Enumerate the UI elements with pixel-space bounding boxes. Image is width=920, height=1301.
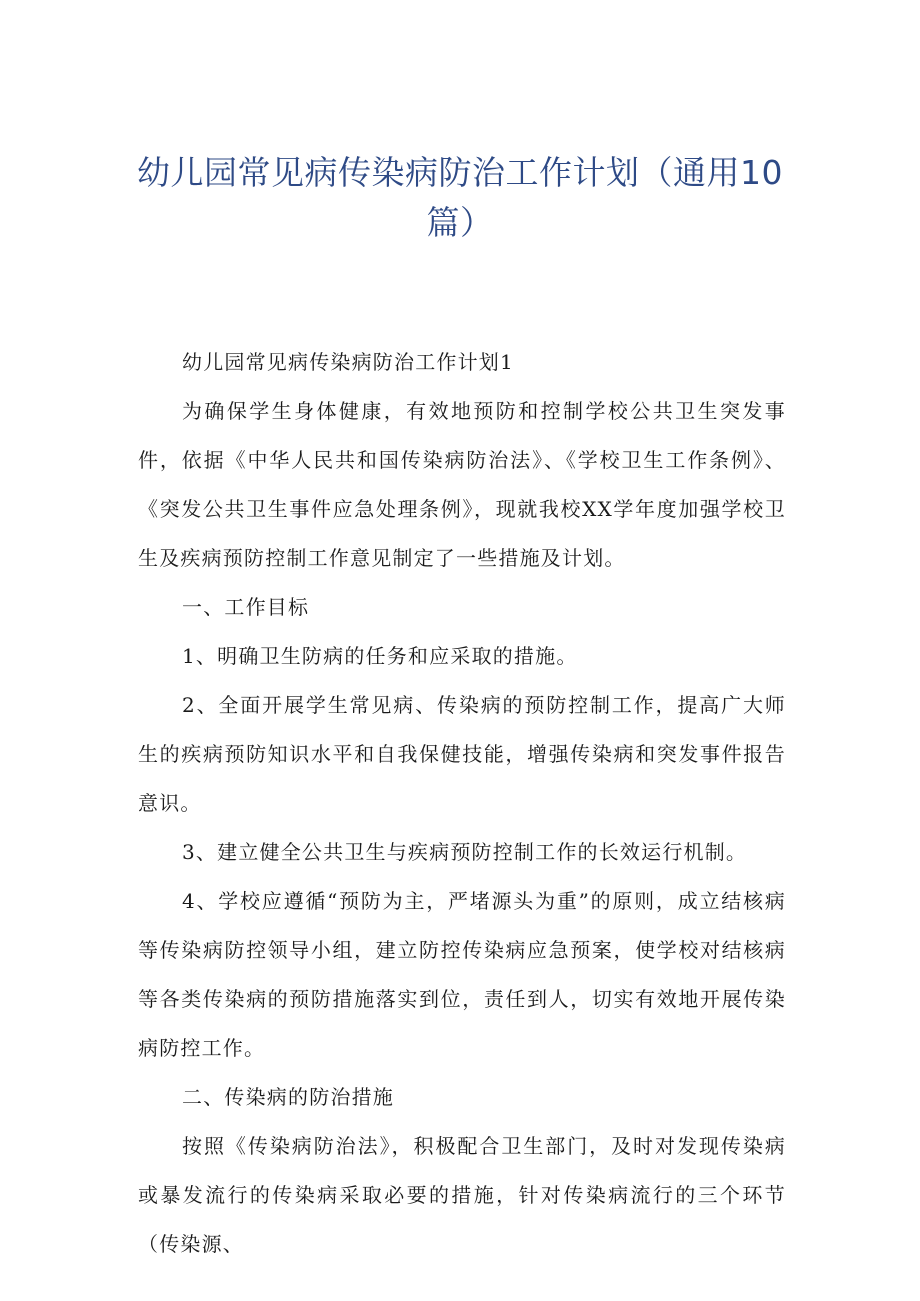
paragraph-intro: 为确保学生身体健康，有效地预防和控制学校公共卫生突发事件，依据《中华人民共和国传染病防治法》、《学校卫生工作条例》、《突发公共卫生事件应急处理条例》，现就我校XX学年度加强学校卫生及疾病预防控制工作意见制定了一些措施及计划。 [138, 399, 786, 570]
paragraph-goal-3: 3、建立健全公共卫生与疾病预防控制工作的长效运行机制。 [182, 840, 748, 864]
document-title: 幼儿园常见病传染病防治工作计划（通用10篇） [137, 153, 783, 242]
paragraph-section-heading: 幼儿园常见病传染病防治工作计划1 [182, 350, 514, 374]
paragraph-goal-1: 1、明确卫生防病的任务和应采取的措施。 [182, 644, 578, 668]
paragraph-heading-measures: 二、传染病的防治措施 [182, 1085, 394, 1109]
paragraph-measures-text: 按照《传染病防治法》，积极配合卫生部门，及时对发现传染病或暴发流行的传染病采取必要的措施，针对传染病流行的三个环节（传染源、 [138, 1134, 786, 1256]
document-body [138, 338, 786, 1269]
paragraph-heading-goals: 一、工作目标 [182, 595, 310, 619]
paragraph-goal-4: 4、学校应遵循“预防为主，严堵源头为重”的原则，成立结核病等传染病防控领导小组，建立防控传染病应急预案，使学校对结核病等各类传染病的预防措施落实到位，责任到人，切实有效地开展传染病防控工作。 [138, 889, 786, 1060]
paragraph-goal-2: 2、全面开展学生常见病、传染病的预防控制工作，提高广大师生的疾病预防知识水平和自我保健技能，增强传染病和突发事件报告意识。 [138, 693, 786, 815]
